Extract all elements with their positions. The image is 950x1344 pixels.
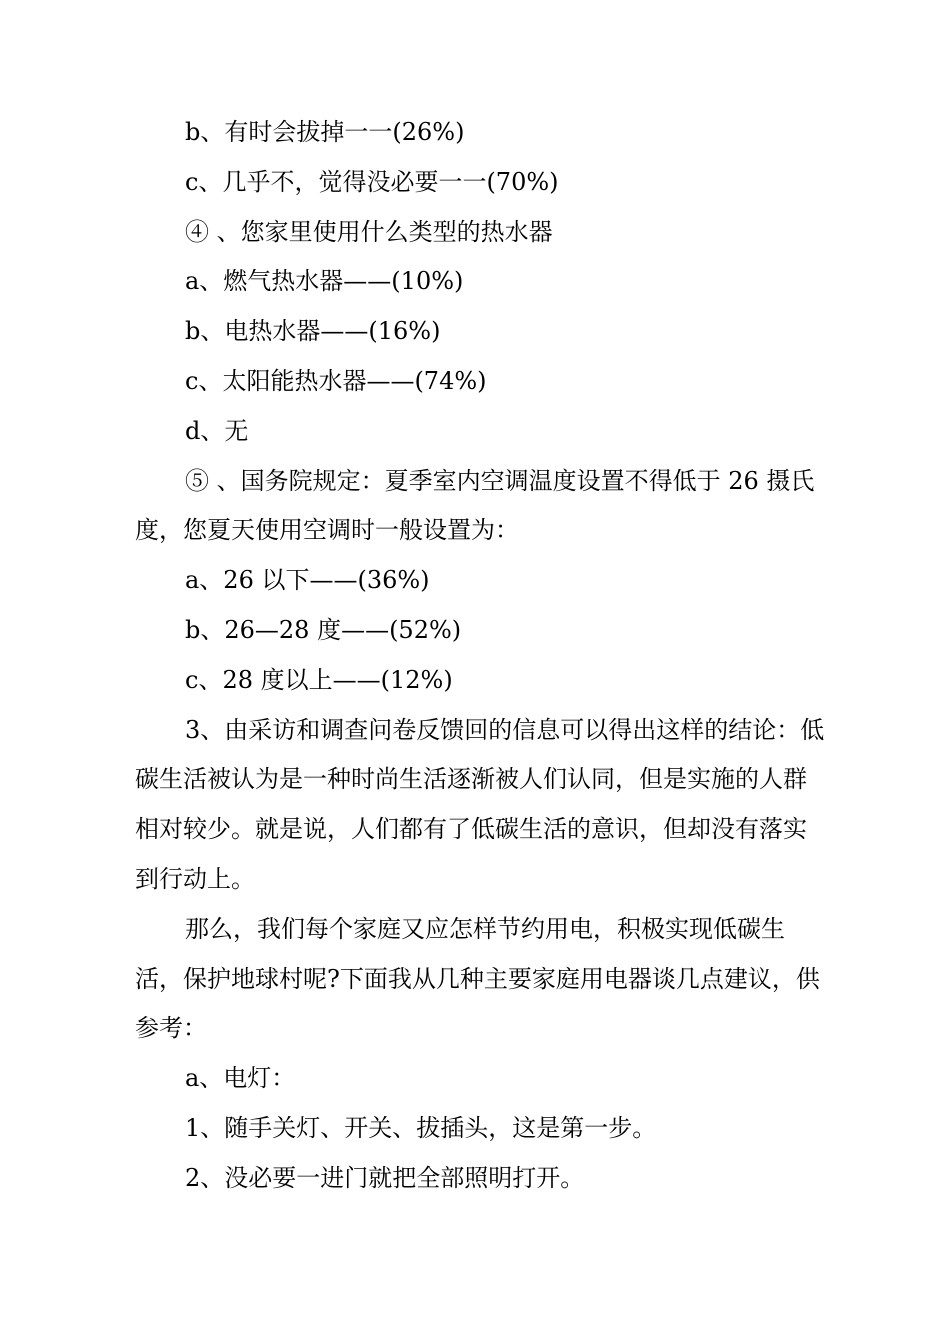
option-d-none: d、无 xyxy=(185,416,249,445)
option-b-electric-heater: b、电热水器——(16%) xyxy=(185,317,441,346)
option-b-26-to-28: b、26—28 度——(52%) xyxy=(185,615,462,644)
option-c-rarely-unplug: c、几乎不，觉得没必要一一(70%) xyxy=(185,167,559,196)
option-b-unplug-sometimes: b、有时会拔掉一一(26%) xyxy=(185,118,465,146)
tip-1-turn-off-lights: 1、随手关灯、开关、拔插头，这是第一步。 xyxy=(185,1113,657,1142)
option-c-above-28: c、28 度以上——(12%) xyxy=(185,665,453,694)
option-c-solar-heater: c、太阳能热水器——(74%) xyxy=(185,366,487,395)
section-a-lights: a、电灯： xyxy=(185,1064,296,1093)
tip-2-lighting: 2、没必要一进门就把全部照明打开。 xyxy=(185,1163,585,1192)
conclusion-paragraph: 3、由采访和调查问卷反馈回的信息可以得出这样的结论：低碳生活被认为是一种时尚生活逐渐被人们认同，但是实施的人群相对较少。就是说，人们都有了低碳生活的意识，但却没有落实到行动上。 xyxy=(135,715,825,893)
suggestion-intro-paragraph: 那么，我们每个家庭又应怎样节约用电，积极实现低碳生活，保护地球村呢?下面我从几种主要家庭用电器谈几点建议，供参考： xyxy=(135,914,820,1043)
document-body xyxy=(135,108,830,1204)
question-5-air-conditioning: ⑤ 、国务院规定：夏季室内空调温度设置不得低于 26 摄氏度，您夏天使用空调时一般设置为： xyxy=(135,466,815,545)
question-4-water-heater: ④ 、您家里使用什么类型的热水器 xyxy=(185,217,553,246)
option-a-below-26: a、26 以下——(36%) xyxy=(185,566,430,595)
option-a-gas-heater: a、燃气热水器——(10%) xyxy=(185,267,464,296)
